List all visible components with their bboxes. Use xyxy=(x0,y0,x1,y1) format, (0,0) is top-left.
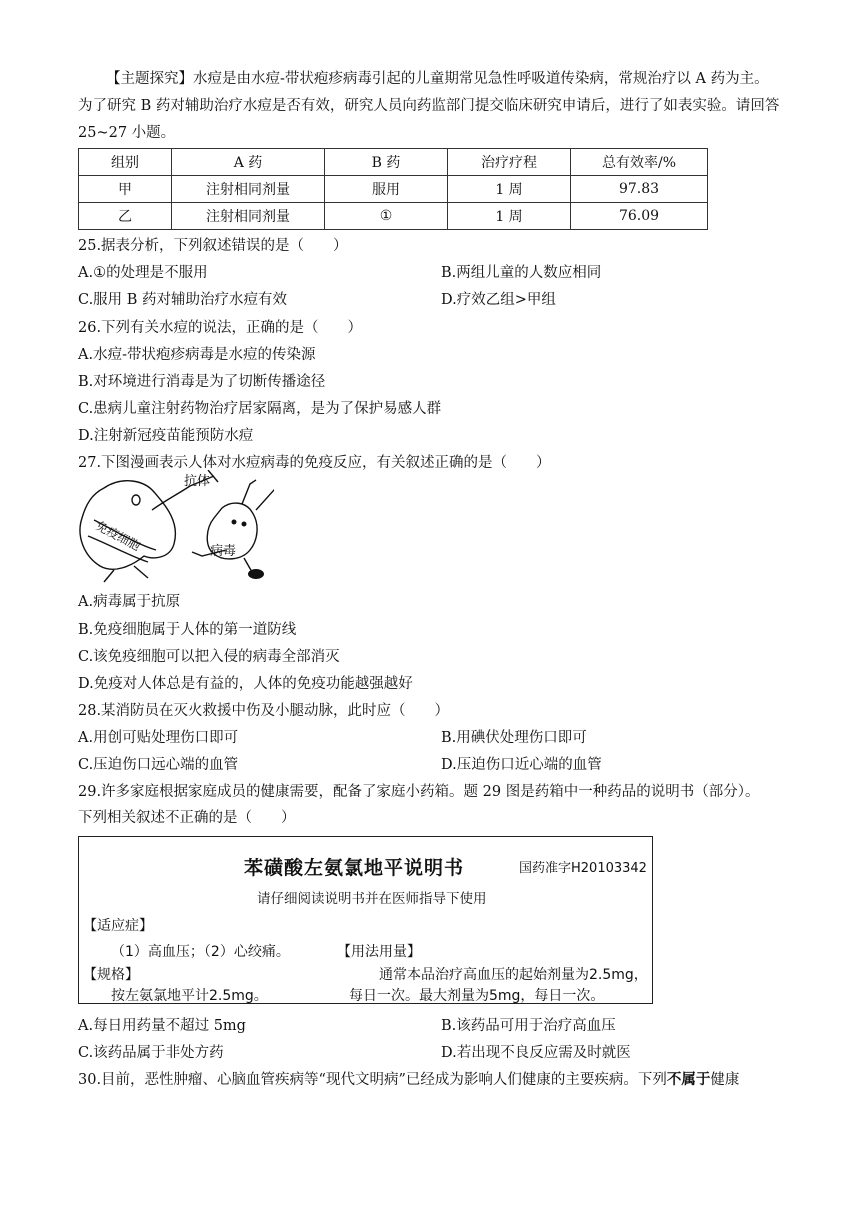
q27-option-b: B.免疫细胞属于人体的第一道防线 xyxy=(78,622,297,638)
q28-option-c: C.压迫伤口远心端的血管 xyxy=(78,757,239,773)
table-header: 总有效率/% xyxy=(571,149,708,176)
question-28-stem: 28.某消防员在灭火救援中伤及小腿动脉，此时应（ ） xyxy=(78,703,450,719)
q30-stem-post: 健康 xyxy=(710,1072,740,1088)
table-cell: 1 周 xyxy=(448,203,571,230)
usage-text-line2: 每日一次。最大剂量为5mg，每日一次。 xyxy=(349,988,605,1004)
q27-option-a: A.病毒属于抗原 xyxy=(78,594,181,610)
immune-cell-label: 免疫细胞 xyxy=(93,518,143,554)
table-cell: 注射相同剂量 xyxy=(172,203,325,230)
usage-text-line1: 通常本品治疗高血压的起始剂量为2.5mg， xyxy=(379,967,648,983)
spec-text: 按左氨氯地平计2.5mg。 xyxy=(111,988,268,1004)
table-header: 组别 xyxy=(79,149,172,176)
question-26-stem: 26.下列有关水痘的说法，正确的是（ ） xyxy=(78,320,363,336)
question-27-stem: 27.下图漫画表示人体对水痘病毒的免疫反应，有关叙述正确的是（ ） xyxy=(78,455,551,471)
virus-label: 病毒 xyxy=(210,544,237,559)
q25-option-d: D.疗效乙组>甲组 xyxy=(441,292,556,308)
q28-option-a: A.用创可贴处理伤口即可 xyxy=(78,730,239,746)
q30-stem-pre: 30.目前，恶性肿瘤、心脑血管疾病等“现代文明病”已经成为影响人们健康的主要疾病。下列 xyxy=(78,1072,667,1088)
experiment-table xyxy=(78,148,708,230)
table-cell: 乙 xyxy=(79,203,172,230)
table-cell: 97.83 xyxy=(571,176,708,203)
table-header: A 药 xyxy=(172,149,325,176)
table-header: 治疗疗程 xyxy=(448,149,571,176)
table-cell: 服用 xyxy=(325,176,448,203)
drug-instructions-figure xyxy=(78,836,653,1004)
question-29-stem-line1: 29.许多家庭根据家庭成员的健康需要，配备了家庭小药箱。题 29 图是药箱中一种药品的说明书（部分）。 xyxy=(78,784,760,800)
q26-option-b: B.对环境进行消毒是为了切断传播途径 xyxy=(78,374,326,390)
immune-response-cartoon xyxy=(74,470,274,588)
q28-option-d: D.压迫伤口近心端的血管 xyxy=(441,757,602,773)
question-30-stem xyxy=(78,1070,739,1090)
table-cell: 甲 xyxy=(79,176,172,203)
q25-option-a: A.①的处理是不服用 xyxy=(78,265,208,281)
q29-option-b: B.该药品可用于治疗高血压 xyxy=(441,1018,616,1034)
table-cell: 注射相同剂量 xyxy=(172,176,325,203)
table-row xyxy=(79,176,708,203)
table-cell: 76.09 xyxy=(571,203,708,230)
usage-heading: 【用法用量】 xyxy=(337,944,421,960)
question-29-stem-line2: 下列相关叙述不正确的是（ ） xyxy=(78,810,296,826)
q26-option-a: A.水痘-带状疱疹病毒是水痘的传染源 xyxy=(78,347,316,363)
immune-cell-body xyxy=(80,481,175,570)
table-header: B 药 xyxy=(325,149,448,176)
usage-notice: 请仔细阅读说明书并在医师指导下使用 xyxy=(257,891,487,907)
spec-heading: 【规格】 xyxy=(83,967,139,983)
q25-option-c: C.服用 B 药对辅助治疗水痘有效 xyxy=(78,292,288,308)
q26-option-d: D.注射新冠疫苗能预防水痘 xyxy=(78,428,254,444)
indication-text: （1）高血压；（2）心绞痛。 xyxy=(111,944,290,960)
table-cell: ① xyxy=(325,203,448,230)
q27-option-c: C.该免疫细胞可以把入侵的病毒全部消灭 xyxy=(78,649,340,665)
table-cell: 1 周 xyxy=(448,176,571,203)
question-25-stem: 25.据表分析，下列叙述错误的是（ ） xyxy=(78,238,348,254)
approval-number: 国药准字H20103342 xyxy=(519,861,647,876)
table-header-row xyxy=(79,149,708,176)
drug-instructions-title: 苯磺酸左氨氯地平说明书 xyxy=(244,857,465,879)
q28-option-b: B.用碘伏处理伤口即可 xyxy=(441,730,587,746)
q29-option-c: C.该药品属于非处方药 xyxy=(78,1045,224,1061)
q29-option-a: A.每日用药量不超过 5mg xyxy=(78,1018,246,1034)
q29-option-d: D.若出现不良反应需及时就医 xyxy=(441,1045,631,1061)
antibody-label: 抗体 xyxy=(184,474,211,489)
table-row xyxy=(79,203,708,230)
q27-option-d: D.免疫对人体总是有益的，人体的免疫功能越强越好 xyxy=(78,676,413,692)
q30-stem-bold: 不属于 xyxy=(666,1071,711,1088)
q26-option-c: C.患病儿童注射药物治疗居家隔离，是为了保护易感人群 xyxy=(78,401,442,417)
topic-intro: 【主题探究】水痘是由水痘-带状疱疹病毒引起的儿童期常见急性呼吸道传染病，常规治疗以 A 药为主。为了研究 B 药对辅助治疗水痘是否有效，研究人员向药监部门提交临床研究申请后，进行了如表实验。请回答 25~27 小题。 xyxy=(78,71,780,141)
q25-option-b: B.两组儿童的人数应相同 xyxy=(441,265,602,281)
indication-heading: 【适应症】 xyxy=(83,918,153,934)
